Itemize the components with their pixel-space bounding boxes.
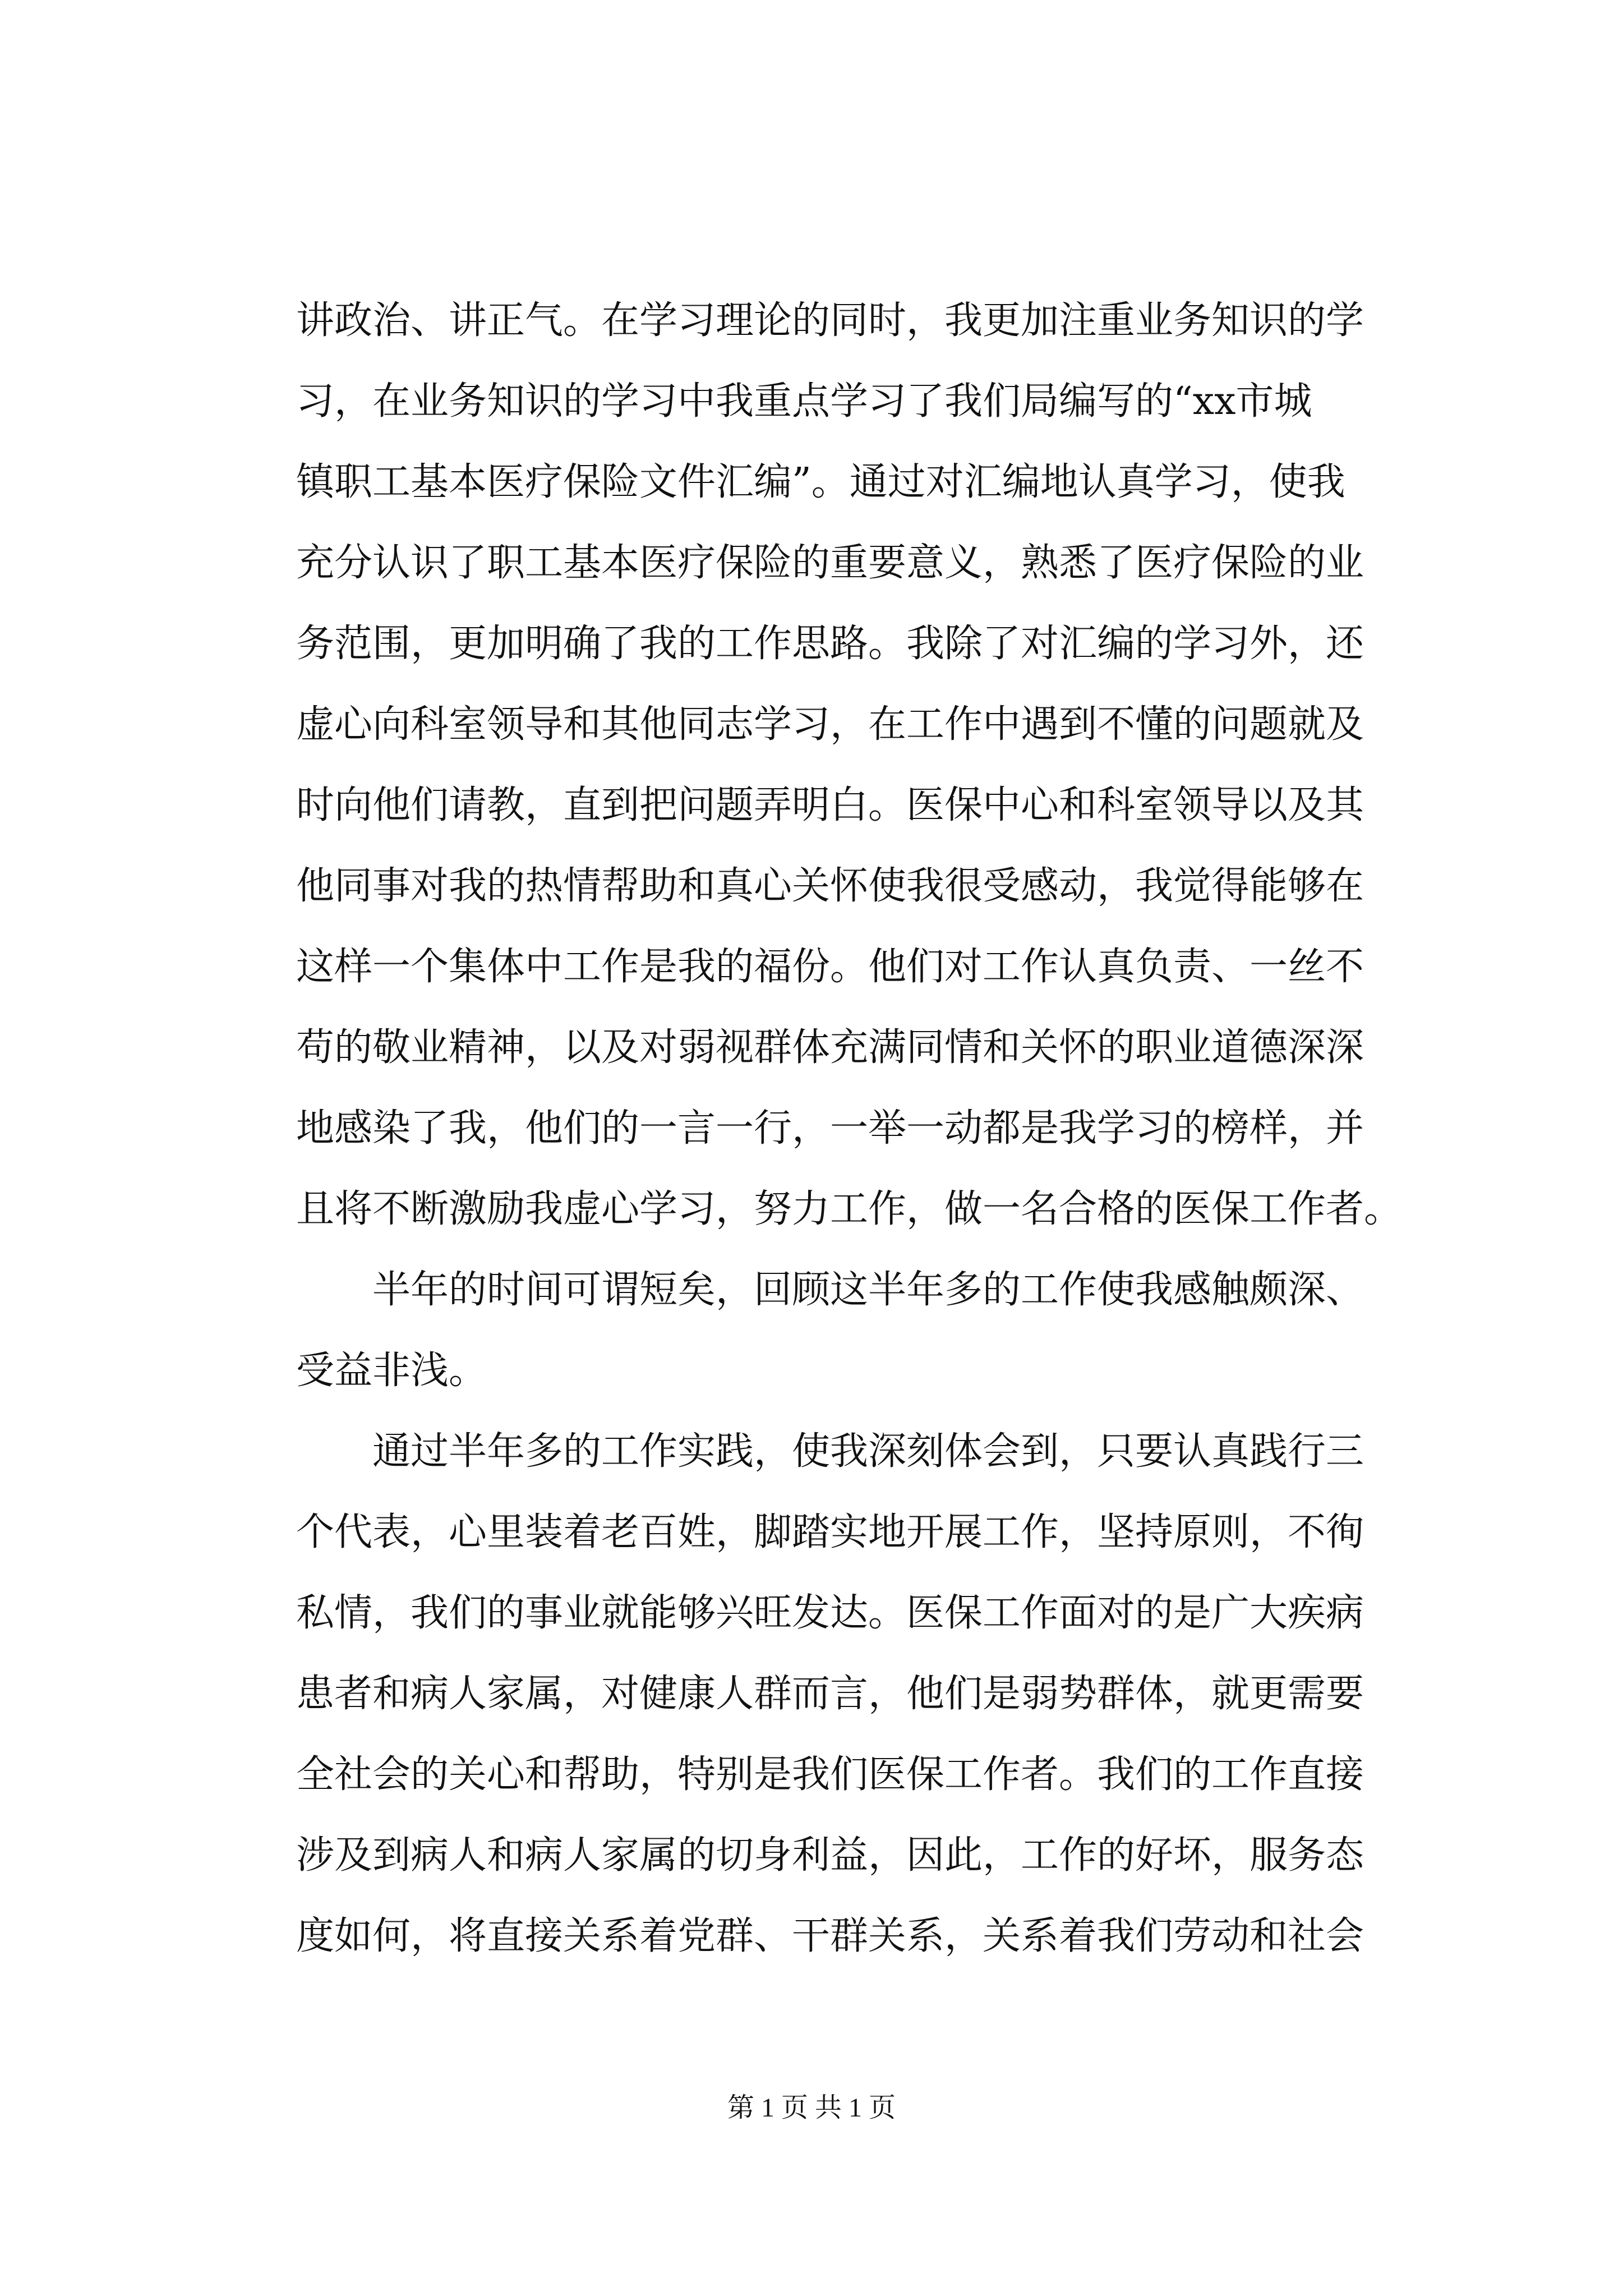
text-line: 患者和病人家属，对健康人群而言，他们是弱势群体，就更需要 xyxy=(296,1672,1364,1716)
body-text xyxy=(296,280,1407,1977)
text-line: 通过半年多的工作实践，使我深刻体会到，只要认真践行三 xyxy=(296,1429,1364,1474)
text-line: 时向他们请教，直到把问题弄明白。医保中心和科室领导以及其 xyxy=(296,783,1364,827)
text-line: 务范围，更加明确了我的工作思路。我除了对汇编的学习外，还 xyxy=(296,622,1364,666)
text-line: 地感染了我，他们的一言一行，一举一动都是我学习的榜样，并 xyxy=(296,1106,1364,1151)
text-line: 涉及到病人和病人家属的切身利益，因此，工作的好坏，服务态 xyxy=(296,1833,1364,1878)
text-line: 且将不断激励我虚心学习，努力工作，做一名合格的医保工作者。 xyxy=(296,1187,1403,1231)
text-line: 度如何，将直接关系着党群、干群关系，关系着我们劳动和社会 xyxy=(296,1914,1364,1958)
page-footer: 第 1 页 共 1 页 xyxy=(727,2093,896,2123)
text-line: 充分认识了职工基本医疗保险的重要意义，熟悉了医疗保险的业 xyxy=(296,541,1364,585)
text-line: 习，在业务知识的学习中我重点学习了我们局编写的“xx市城 xyxy=(296,379,1312,424)
text-line: 私情，我们的事业就能够兴旺发达。医保工作面对的是广大疾病 xyxy=(296,1591,1364,1635)
text-line: 这样一个集体中工作是我的福份。他们对工作认真负责、一丝不 xyxy=(296,945,1364,989)
text-line: 个代表，心里装着老百姓，脚踏实地开展工作，坚持原则，不徇 xyxy=(296,1510,1364,1554)
text-line: 全社会的关心和帮助，特别是我们医保工作者。我们的工作直接 xyxy=(296,1752,1364,1797)
text-line: 虚心向科室领导和其他同志学习，在工作中遇到不懂的问题就及 xyxy=(296,702,1364,747)
text-line: 受益非浅。 xyxy=(296,1349,487,1393)
text-line: 讲政治、讲正气。在学习理论的同时，我更加注重业务知识的学 xyxy=(296,298,1364,343)
text-line: 他同事对我的热情帮助和真心关怀使我很受感动，我觉得能够在 xyxy=(296,864,1364,908)
text-line: 半年的时间可谓短矣，回顾这半年多的工作使我感触颇深、 xyxy=(296,1268,1364,1312)
text-line: 苟的敬业精神，以及对弱视群体充满同情和关怀的职业道德深深 xyxy=(296,1025,1364,1070)
text-line: 镇职工基本医疗保险文件汇编”。通过对汇编地认真学习，使我 xyxy=(296,460,1345,504)
